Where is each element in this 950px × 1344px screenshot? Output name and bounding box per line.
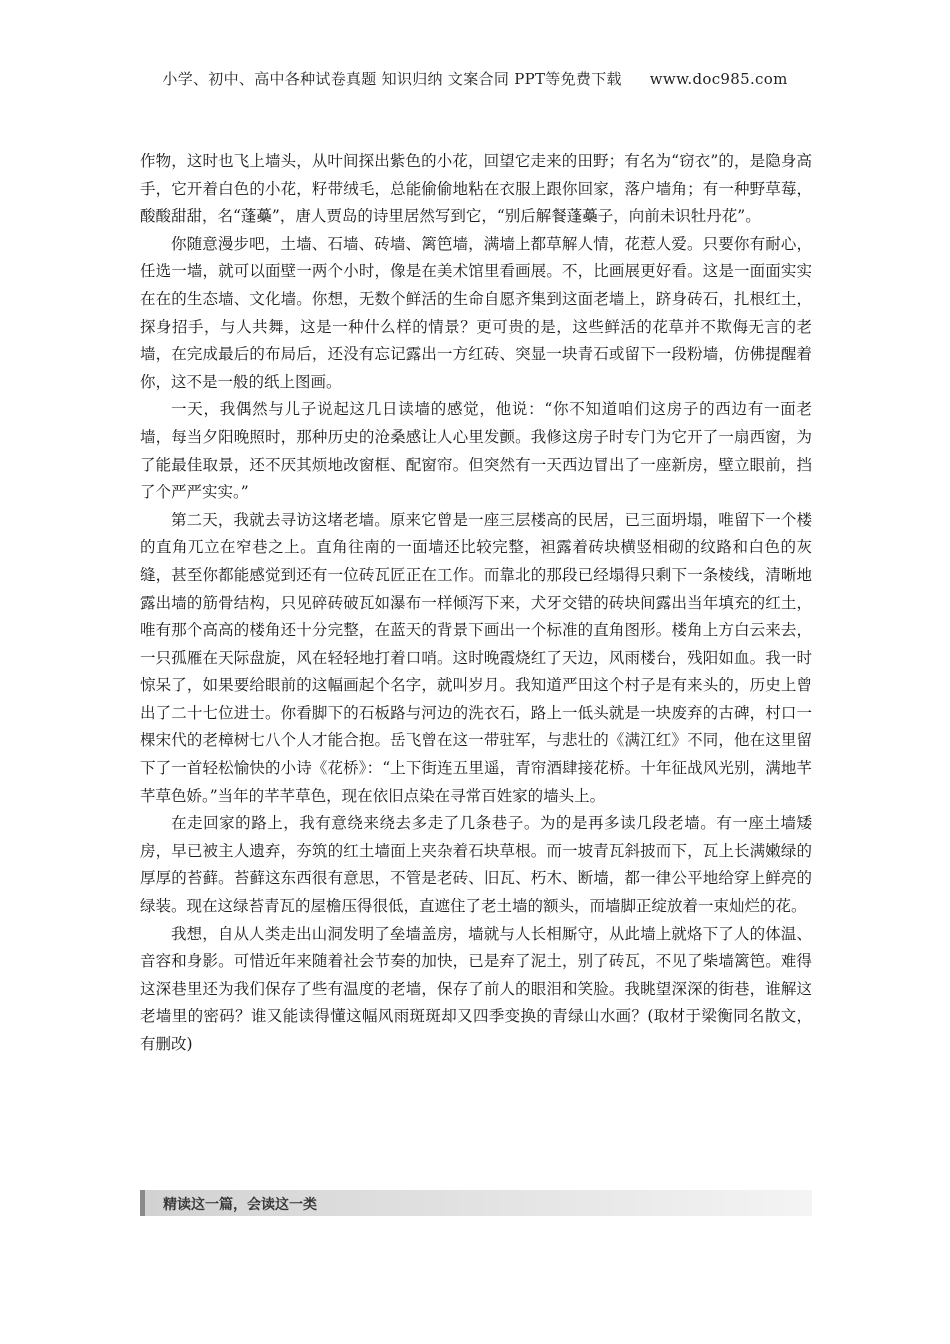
header-text: 小学、初中、高中各种试卷真题 知识归纳 文案合同 PPT等免费下载 (162, 70, 622, 88)
header-site-link[interactable]: www.doc985.com (649, 70, 788, 88)
paragraph-3: 一天，我偶然与儿子说起这几日读墙的感觉，他说：“你不知道咱们这房子的西边有一面老墙，每当夕阳晚照时，那种历史的沧桑感让人心里发颤。我修这房子时专门为它开了一扇西窗，为了能最佳取景，还不厌其烦地改窗框、配窗帘。但突然有一天西边冒出了一座新房，壁立眼前，挡了个严严实实。” (140, 400, 812, 502)
page-header (0, 68, 950, 89)
section-heading-bar (140, 1190, 812, 1216)
paragraph-1: 作物，这时也飞上墙头，从叶间探出紫色的小花，回望它走来的田野；有名为“窃衣”的，是隐身高手，它开着白色的小花，籽带绒毛，总能偷偷地粘在衣服上跟你回家，落户墙角；有一种野草莓，酸酸甜甜，名“蓬蘽”，唐人贾岛的诗里居然写到它，“别后解餐蓬蘽子，向前未识牡丹花”。 (140, 152, 812, 226)
section-heading: 精读这一篇，会读这一类 (163, 1197, 317, 1213)
paragraph-6: 我想，自从人类走出山洞发明了垒墙盖房，墙就与人长相厮守，从此墙上就烙下了人的体温、音容和身影。可惜近年来随着社会节奏的加快，已是弃了泥土，别了砖瓦，不见了柴墙篱笆。难得这深巷里还为我们保存了些有温度的老墙，保存了前人的眼泪和笑脸。我眺望深深的街巷，谁解这老墙里的密码？谁又能读得懂这幅风雨斑斑却又四季变换的青绿山水画？(取材于梁衡同名散文，有删改) (140, 924, 812, 1053)
paragraph-2: 你随意漫步吧，土墙、石墙、砖墙、篱笆墙，满墙上都草解人情，花惹人爱。只要你有耐心，任选一墙，就可以面壁一两个小时，像是在美术馆里看画展。不，比画展更好看。这是一面面实实在在的生态墙、文化墙。你想，无数个鲜活的生命自愿齐集到这面老墙上，跻身砖石，扎根红土，探身招手，与人共舞，这是一种什么样的情景？更可贵的是，这些鲜活的花草并不欺侮无言的老墙，在完成最后的布局后，还没有忘记露出一方红砖、突显一块青石或留下一段粉墙，仿佛提醒着你，这不是一般的纸上图画。 (140, 234, 812, 391)
paragraph-5: 在走回家的路上，我有意绕来绕去多走了几条巷子。为的是再多读几段老墙。有一座土墙矮房，早已被主人遗弃，夯筑的红土墙面上夹杂着石块草根。而一坡青瓦斜披而下，瓦上长满嫩绿的厚厚的苔藓。苔藓这东西很有意思，不管是老砖、旧瓦、朽木、断墙，都一律公平地给穿上鲜亮的绿装。现在这绿苔青瓦的屋檐压得很低，直遮住了老土墙的额头，而墙脚正绽放着一束灿烂的花。 (140, 814, 812, 916)
article-body (140, 148, 812, 1059)
paragraph-4: 第二天，我就去寻访这堵老墙。原来它曾是一座三层楼高的民居，已三面坍塌，唯留下一个楼的直角兀立在窄巷之上。直角往南的一面墙还比较完整，袒露着砖块横竖相砌的纹路和白色的灰缝，甚至你都能感觉到还有一位砖瓦匠正在工作。而靠北的那段已经塌得只剩下一条棱线，清晰地露出墙的筋骨结构，只见碎砖破瓦如瀑布一样倾泻下来，犬牙交错的砖块间露出当年填充的红土，唯有那个高高的楼角还十分完整，在蓝天的背景下画出一个标准的直角图形。楼角上方白云来去，一只孤雁在天际盘旋，风在轻轻地打着口哨。这时晚霞烧红了天边，风雨楼台，残阳如血。我一时惊呆了，如果要给眼前的这幅画起个名字，就叫岁月。我知道严田这个村子是有来头的，历史上曾出了二十七位进士。你看脚下的石板路与河边的洗衣石，路上一低头就是一块废弃的古碑，村口一棵宋代的老樟树七八个人才能合抱。岳飞曾在这一带驻军，与悲壮的《满江红》不同，他在这里留下了一首轻松愉快的小诗《花桥》：“上下街连五里遥，青帘酒肆接花桥。十年征战风光别，满地芊芊草色娇。”当年的芊芊草色，现在依旧点染在寻常百姓家的墙头上。 (140, 510, 812, 805)
